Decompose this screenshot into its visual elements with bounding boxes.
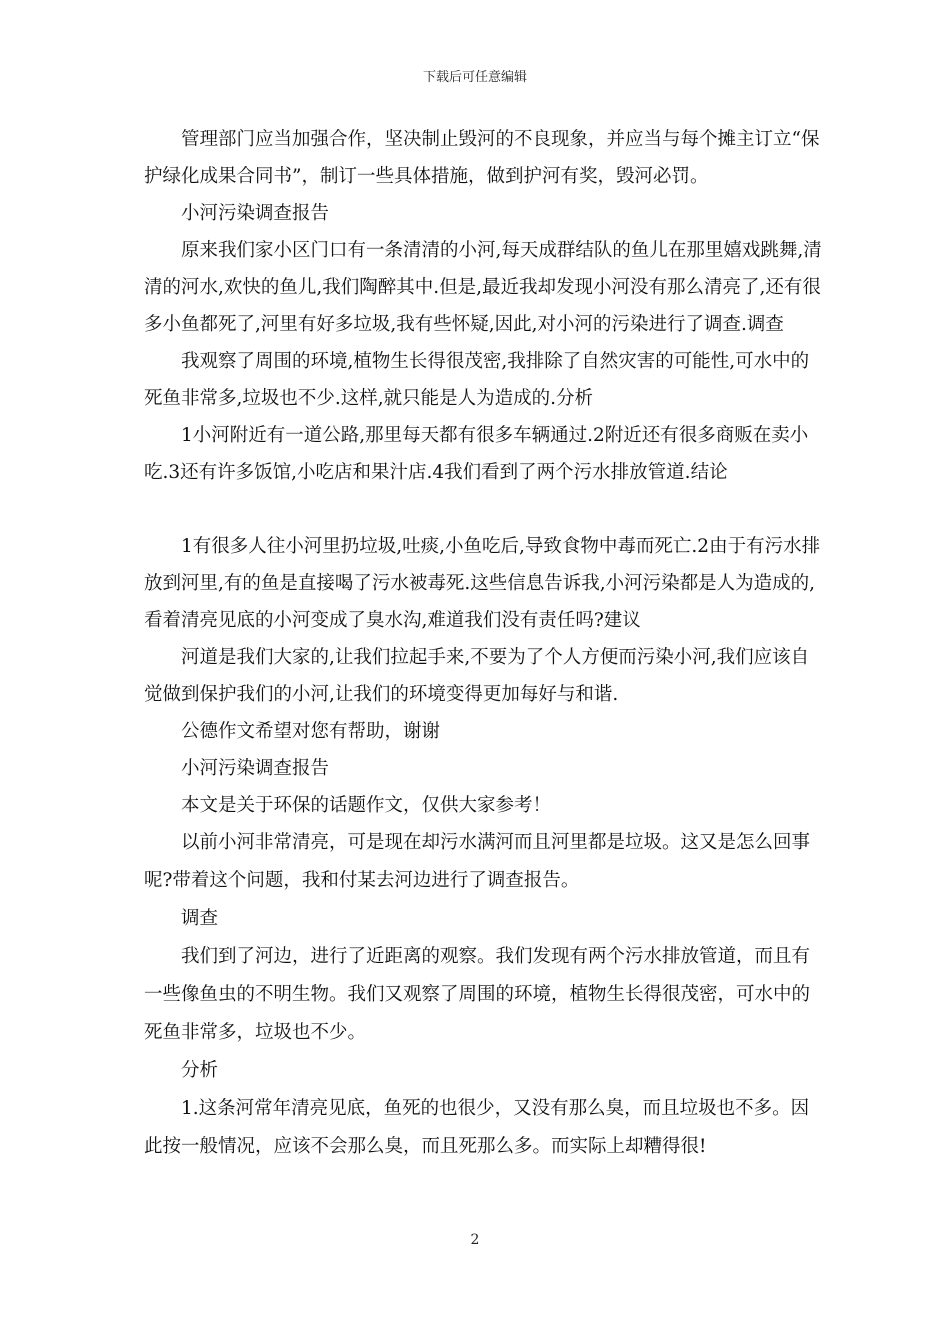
page-header: 下载后可任意编辑 — [422, 70, 527, 85]
paragraph: 我观察了周围的环境,植物生长得很茂密,我排除了自然灾害的可能性,可水中的死鱼非常多,垃圾也不少.这样,就只能是人为造成的.分析 — [144, 351, 810, 409]
paragraph: 1.这条河常年清亮见底，鱼死的也很少，又没有那么臭，而且垃圾也不多。因此按一般情况，应该不会那么臭，而且死那么多。而实际上却糟得很! — [144, 1098, 810, 1157]
paragraph: 原来我们家小区门口有一条清清的小河,每天成群结队的鱼儿在那里嬉戏跳舞,清清的河水,欢快的鱼儿,我们陶醉其中.但是,最近我却发现小河没有那么清亮了,还有很多小鱼都死了,河里有好多垃圾,我有些怀疑,因此,对小河的污染进行了调查.调查 — [144, 240, 822, 335]
paragraph: 河道是我们大家的,让我们拉起手来,不要为了个人方便而污染小河,我们应该自觉做到保护我们的小河,让我们的环境变得更加每好与和谐. — [144, 647, 810, 705]
section-heading: 调查 — [181, 908, 219, 929]
document-body — [144, 121, 824, 1166]
paragraph: 管理部门应当加强合作，坚决制止毁河的不良现象，并应当与每个摊主订立“保护绿化成果合同书”，制订一些具体措施，做到护河有奖，毁河必罚。 — [144, 129, 820, 187]
paragraph: 以前小河非常清亮，可是现在却污水满河而且河里都是垃圾。这又是怎么回事呢?带着这个问题，我和付某去河边进行了调查报告。 — [144, 832, 811, 891]
paragraph: 1小河附近有一道公路,那里每天都有很多车辆通过.2附近还有很多商贩在卖小吃.3还有许多饭馆,小吃店和果汁店.4我们看到了两个污水排放管道.结论 — [144, 425, 809, 483]
section-heading: 分析 — [181, 1060, 219, 1081]
paragraph: 1有很多人往小河里扔垃圾,吐痰,小鱼吃后,导致食物中毒而死亡.2由于有污水排放到河里,有的鱼是直接喝了污水被毒死.这些信息告诉我,小河污染都是人为造成的,看着清亮见底的小河变成了臭水沟,难道我们没有责任吗?建议 — [144, 536, 821, 631]
blank-line — [144, 491, 824, 528]
paragraph: 本文是关于环保的话题作文，仅供大家参考！ — [181, 795, 552, 816]
paragraph: 公德作文希望对您有帮助，谢谢 — [181, 721, 441, 742]
section-title: 小河污染调查报告 — [181, 203, 330, 224]
page-number: 2 — [470, 1232, 480, 1248]
section-title: 小河污染调查报告 — [181, 758, 330, 779]
paragraph: 我们到了河边，进行了近距离的观察。我们发现有两个污水排放管道，而且有一些像鱼虫的不明生物。我们又观察了周围的环境，植物生长得很茂密，可水中的死鱼非常多，垃圾也不少。 — [144, 946, 811, 1043]
